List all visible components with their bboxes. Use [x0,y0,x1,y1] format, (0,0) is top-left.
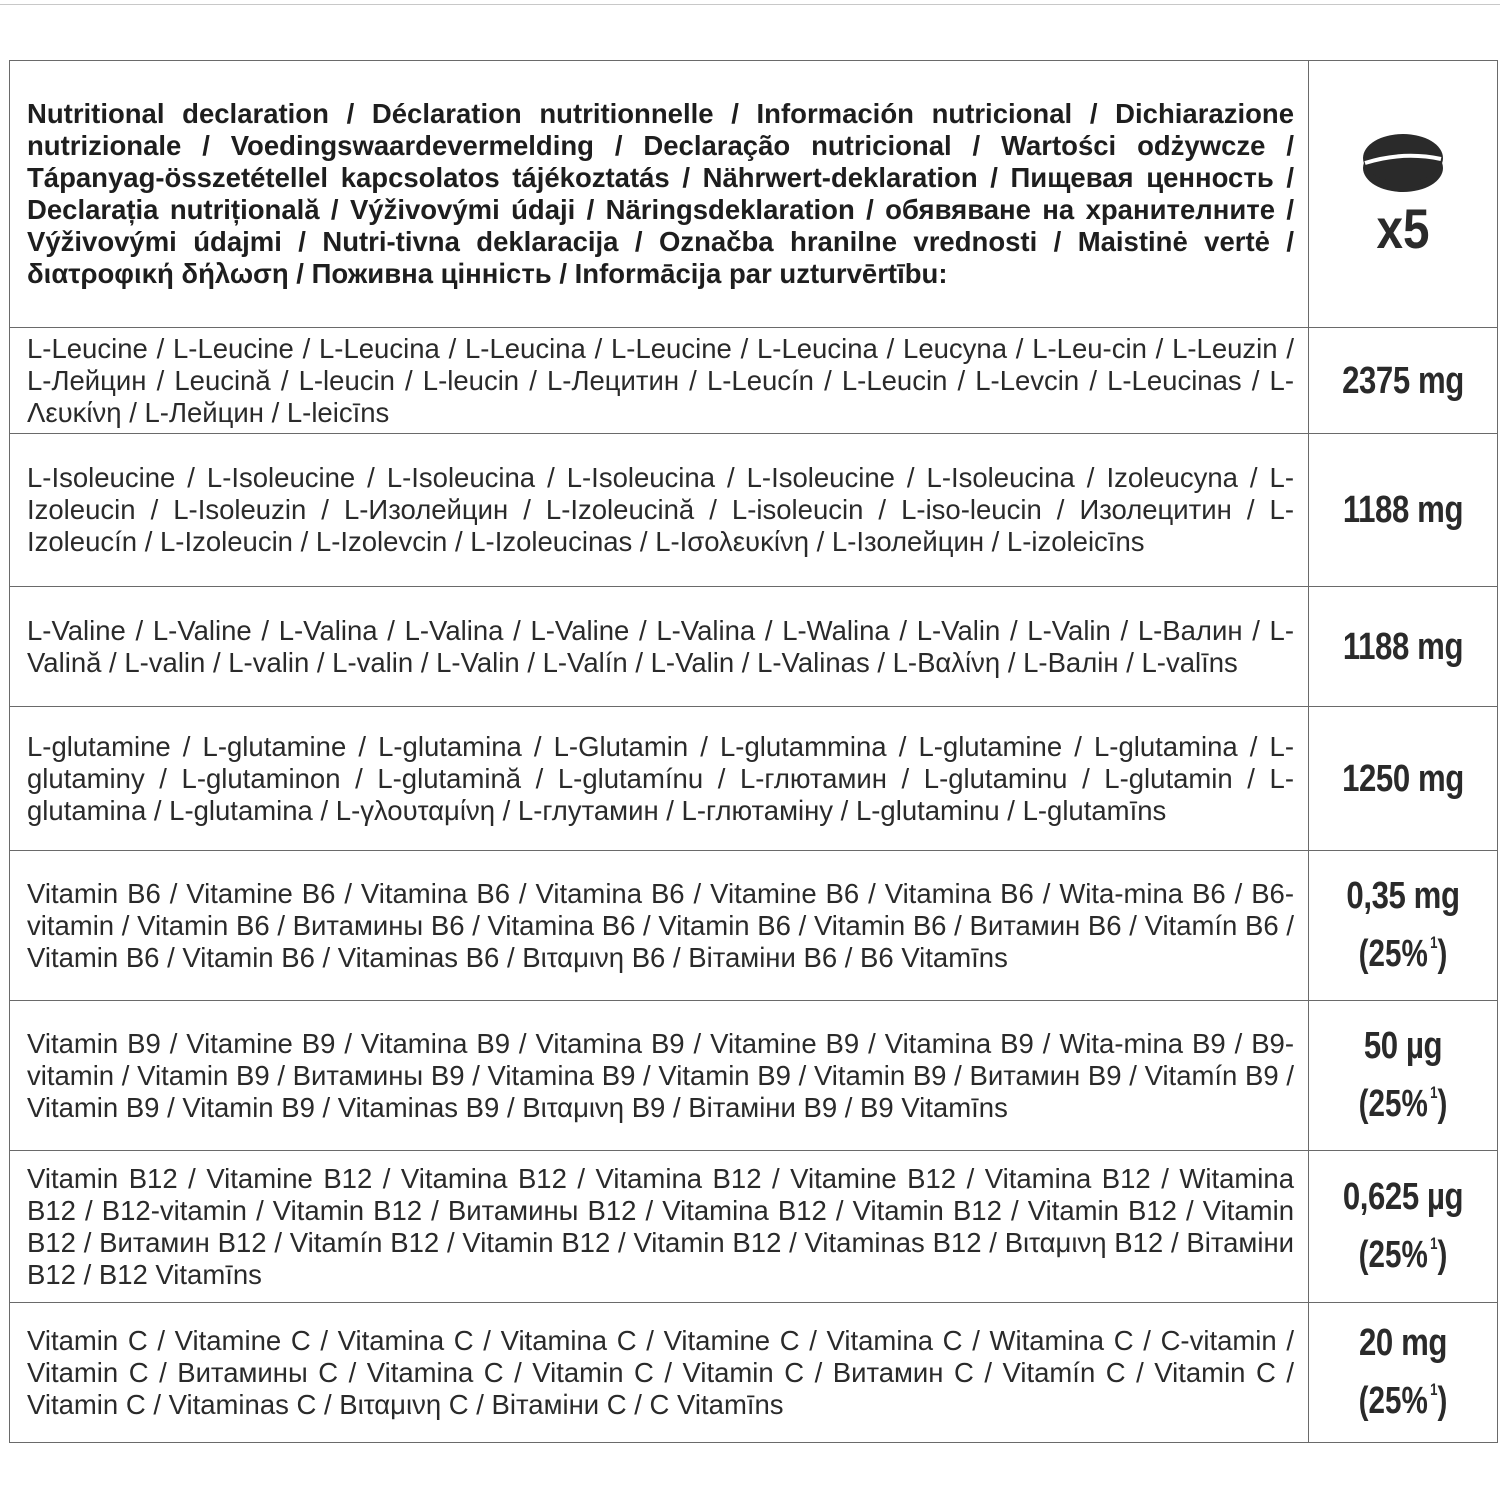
ingredient-name-isoleucine: L-Isoleucine / L-Isoleucine / L-Isoleucina / L-Isoleucina / L-Isoleucine / L-Isoleucina / Izoleucyna / L-Izoleucin / L-Isoleuzin / L-Изолейцин / L-Izoleucină / L-isoleucin / L-iso-leucin / Изолецитин / L- Izoleucín / L-Izoleucin / L-Izolevcin / L-Izoleucinas / L-Ισολευκίνη / L-Ізолейцин / L-izoleicīns [27,462,1294,557]
top-border-line [0,0,1500,5]
footnote-marker: 1 [1430,1083,1438,1102]
rdi-vitamin-b12: (25% $^1$) [1358,1234,1448,1276]
table-row [10,707,1498,851]
header-text-cell [10,61,1309,328]
ingredient-name-glutamine: L-glutamine / L-glutamine / L-glutamina / L-Glutamin / L-glutammina / L-glutamine / L-glutamina / L-glutaminy / L-glutaminon / L-glutamină / L-glutamínu / L-глютамин / L-glutaminu / L-glutamin / L-glutamina / L-glutamina / L-γλουταμίνη / L-глутамин / L-глютаміну / L-glutaminu / L-glutamīns [27,730,1294,826]
amount-isoleucine: 1188 mg [1342,489,1464,531]
ingredient-name-valine: L-Valine / L-Valine / L-Valina / L-Valina / L-Valine / L-Valina / L-Walina / L-Valin / L-Valin / L-Валин / L-Valină / L-valin / L-valin / L-valin / L-Valin / L-Valín / L-Valin / L-Valinas / L-Βαλίνη / L-Валін / L-valīns [27,614,1294,678]
amount-vitamin-c: 20 mg [1358,1322,1447,1364]
amount-glutamine: 1250 mg [1342,757,1464,800]
ingredient-name-vitamin-b9: Vitamin B9 / Vitamine B9 / Vitamina B9 / Vitamina B9 / Vitamine B9 / Vitamina B9 / Wita-mina B9 / B9-vitamin / Vitamin B9 / Витамины B9 / Vitamina B9 / Vitamin B9 / Vitamin B9 / Витамин B9 / Vitamín B9 / Vitamin B9 / Vitamin B9 / Vitaminas B9 / Βιταμινη B9 / Вітаміни B9 / B9 Vitamīns [27,1027,1294,1123]
amount-vitamin-b9: 50 µg [1363,1025,1443,1067]
table-row [10,434,1498,587]
table-row [10,851,1498,1001]
table-row [10,1001,1498,1151]
ingredient-name-vitamin-b12: Vitamin B12 / Vitamine B12 / Vitamina B12 / Vitamina B12 / Vitamine B12 / Vitamina B12 / Witamina B12 / B12-vitamin / Vitamin B12 / Витамины B12 / Vitamina B12 / Vitamin B12 / Vitamin B12 / Vitamin B12 / Витамин B12 / Vitamín B12 / Vitamin B12 / Vitamin B12 / Vitaminas B12 / Βιταμινη B12 / Вітаміни B12 / B12 Vitamīns [27,1162,1294,1290]
amount-leucine: 2375 mg [1342,359,1464,402]
table-header-row [10,61,1498,328]
ingredient-name-vitamin-c: Vitamin C / Vitamine C / Vitamina C / Vitamina C / Vitamine C / Vitamina C / Witamina C / C-vitamin / Vitamin C / Витамины C / Vitamina C / Vitamin C / Vitamin C / Витамин C / Vitamín C / Vitamin C / Vitamin C / Vitaminas C / Βιταμινη C / Вітаміни C / C Vitamīns [27,1324,1294,1420]
footnote-marker: 1 [1430,1380,1438,1399]
footnote-marker: 1 [1430,933,1438,952]
rdi-vitamin-c: (25% $^1$) [1358,1380,1448,1422]
rdi-vitamin-b9: (25% $^1$) [1358,1083,1448,1125]
table-row [10,1151,1498,1303]
ingredient-name-leucine: L-Leucine / L-Leucine / L-Leucina / L-Leucina / L-Leucine / L-Leucina / Leucyna / L-Leu-cin / L-Leuzin / L-Лейцин / Leucină / L-leucin / L-leucin / L-Лецитин / L-Leucín / L-Leucin / L-Levcin / L-Leucinas / L-Λευκίνη / L-Лейцин / L-leicīns [27,332,1294,428]
rdi-vitamin-b6: (25% $^1$) [1358,933,1448,975]
header-dose-cell [1309,61,1498,328]
footnote-marker: 1 [1430,1234,1438,1253]
table-row [10,1303,1498,1443]
nutritional-declaration-heading: Nutritional declaration / Déclaration nutritionnelle / Información nutricional / Dichiarazione nutrizionale / Voedingswaardevermelding / Declaração nutricional / Wartości odżywcze / Tápanyag-összetétellel kapcsolatos tájékoztatás / Nährwert-deklaration / Пищевая ценность / Declarația nutrițională / Výživovými údaji / Näringsdeklaration / обявяване на хранителните / Výživovými údajmi / Nutri-tivna deklaracija / Označba hranilne vrednosti / Maistinė vertė / διατροφική δήλωση / Поживна цінність / Informācija par uzturvērtību: [27,98,1294,289]
tablet-icon [1360,129,1446,195]
amount-vitamin-b12: 0,625 µg [1342,1176,1464,1218]
nutrition-table [9,60,1498,1443]
table-row [10,328,1498,434]
amount-vitamin-b6: 0,35 mg [1346,875,1460,917]
table-row [10,587,1498,707]
dose-count: x5 [1376,197,1430,260]
amount-valine: 1188 mg [1342,625,1464,668]
ingredient-name-vitamin-b6: Vitamin B6 / Vitamine B6 / Vitamina B6 / Vitamina B6 / Vitamine B6 / Vitamina B6 / Wita-mina B6 / B6-vitamin / Vitamin B6 / Витамины B6 / Vitamina B6 / Vitamin B6 / Vitamin B6 / Витамин B6 / Vitamín B6 / Vitamin B6 / Vitamin B6 / Vitaminas B6 / Βιταμινη B6 / Вітаміни B6 / B6 Vitamīns [27,877,1294,973]
